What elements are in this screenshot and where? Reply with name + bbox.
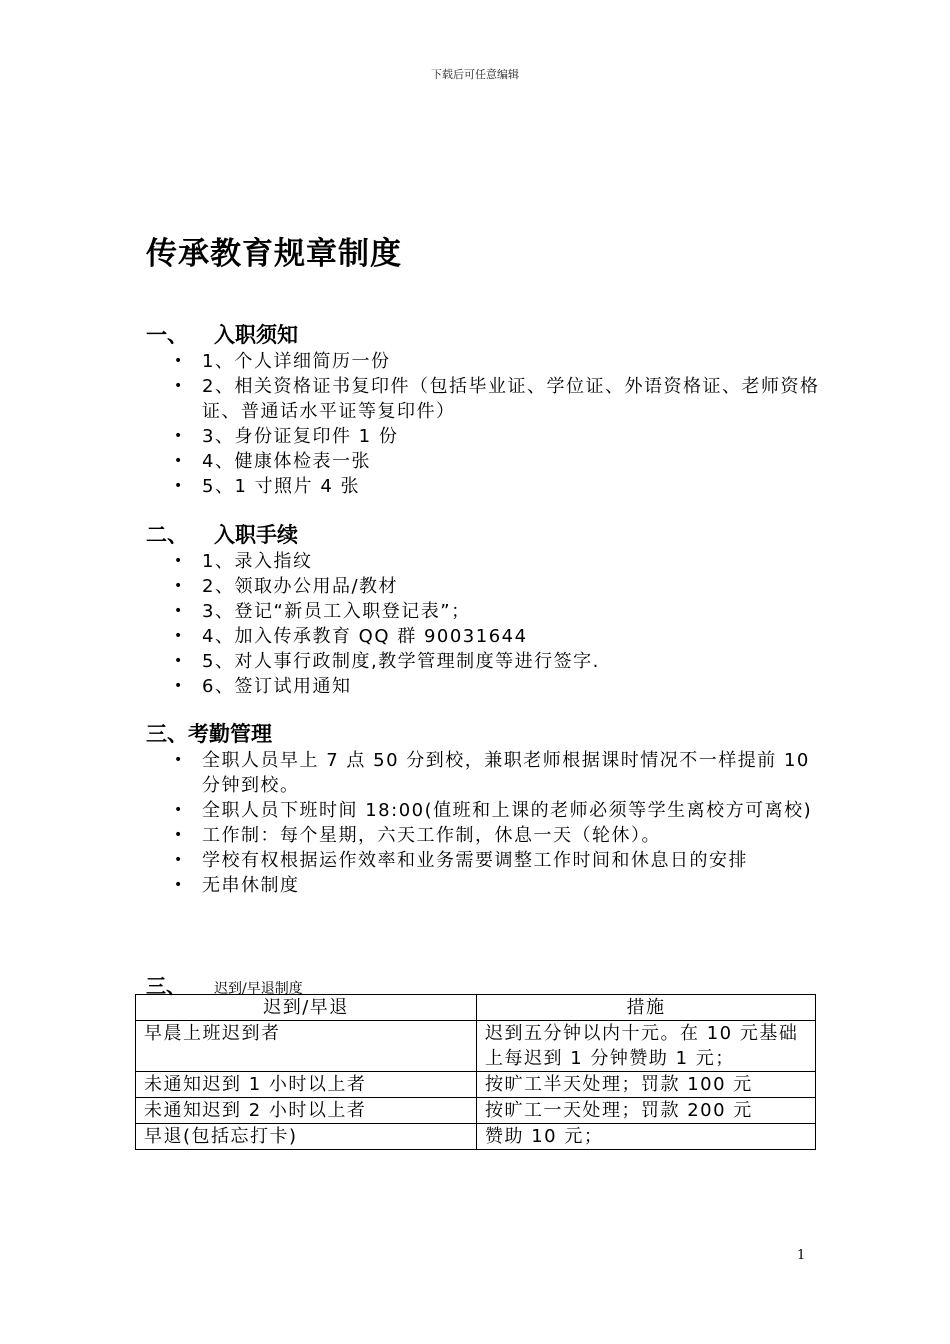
table-row	[136, 1021, 816, 1072]
list-item: • 1、个人详细简历一份	[174, 351, 391, 372]
section-heading	[146, 720, 826, 748]
bullet-icon: •	[174, 603, 184, 619]
bullet-icon: •	[174, 428, 184, 444]
bullet-icon: •	[174, 378, 184, 394]
list-item: • 4、加入传承教育 QQ 群 90031644	[174, 626, 528, 647]
bullet-icon: •	[174, 852, 184, 868]
bullet-icon: •	[174, 752, 184, 768]
column-header: 措施	[477, 995, 816, 1021]
bullet-icon: •	[174, 802, 184, 818]
list-item: • 学校有权根据运作效率和业务需要调整工作时间和休息日的安排	[174, 850, 748, 871]
table-cell: 未通知迟到 2 小时以上者	[136, 1098, 477, 1124]
section-number: 三、	[146, 722, 188, 746]
list-item: • 3、登记“新员工入职登记表”；	[174, 601, 471, 622]
section-onboarding-notice	[146, 321, 826, 499]
table-row	[136, 1098, 816, 1124]
list-item: • 2、相关资格证书复印件（包括毕业证、学位证、外语资格证、老师资格证、普通话水平证等复印件）	[174, 376, 820, 422]
table-cell: 未通知迟到 1 小时以上者	[136, 1072, 477, 1098]
list-item: • 2、领取办公用品/教材	[174, 576, 399, 597]
list-item: • 无串休制度	[174, 875, 300, 896]
section-number: 三、	[146, 974, 186, 998]
table-cell: 早退(包括忘打卡)	[136, 1124, 477, 1150]
section-number: 二、	[146, 523, 188, 547]
bullet-icon: •	[174, 653, 184, 669]
list-item: • 全职人员下班时间 18:00(值班和上课的老师必须等学生离校方可离校)	[174, 800, 813, 821]
list-item: • 3、身份证复印件 1 份	[174, 426, 399, 447]
document-title: 传承教育规章制度	[146, 236, 402, 272]
section-title: 迟到/早退制度	[214, 981, 303, 997]
section-onboarding-procedures	[146, 521, 826, 699]
bullet-icon: •	[174, 678, 184, 694]
section-heading	[146, 521, 826, 549]
table-row	[136, 1124, 816, 1150]
page-header-note: 下载后可任意编辑	[431, 68, 519, 81]
late-policy-table	[135, 994, 816, 1150]
table-cell: 早晨上班迟到者	[136, 1021, 477, 1072]
table-row	[136, 1072, 816, 1098]
list-item: • 5、对人事行政制度,教学管理制度等进行签字.	[174, 651, 600, 672]
list-item: • 6、签订试用通知	[174, 676, 352, 697]
section-list	[146, 349, 826, 499]
section-attendance	[146, 720, 826, 898]
section-number: 一、	[146, 323, 188, 347]
section-heading	[146, 321, 826, 349]
bullet-icon: •	[174, 478, 184, 494]
section-title: 入职须知	[214, 323, 298, 347]
column-header: 迟到/早退	[136, 995, 477, 1021]
bullet-icon: •	[174, 628, 184, 644]
table-cell: 赞助 10 元；	[477, 1124, 816, 1150]
bullet-icon: •	[174, 453, 184, 469]
table-cell: 迟到五分钟以内十元。在 10 元基础上每迟到 1 分钟赞助 1 元；	[477, 1021, 816, 1072]
page-number: 1	[797, 1248, 806, 1263]
list-item: • 5、1 寸照片 4 张	[174, 476, 361, 497]
list-item: • 全职人员早上 7 点 50 分到校，兼职老师根据课时情况不一样提前 10 分钟到校。	[174, 750, 810, 796]
bullet-icon: •	[174, 353, 184, 369]
table-cell: 按旷工一天处理；罚款 200 元	[477, 1098, 816, 1124]
bullet-icon: •	[174, 827, 184, 843]
list-item: • 4、健康体检表一张	[174, 451, 371, 472]
list-item: • 1、录入指纹	[174, 551, 313, 572]
section-list	[146, 549, 826, 699]
table-cell: 按旷工半天处理；罚款 100 元	[477, 1072, 816, 1098]
list-item: • 工作制：每个星期，六天工作制，休息一天（轮休）。	[174, 825, 661, 846]
late-policy-heading	[146, 970, 303, 996]
bullet-icon: •	[174, 578, 184, 594]
section-title: 考勤管理	[188, 722, 272, 746]
table-header-row	[136, 995, 816, 1021]
bullet-icon: •	[174, 877, 184, 893]
section-list	[146, 748, 826, 898]
section-title: 入职手续	[214, 523, 298, 547]
bullet-icon: •	[174, 553, 184, 569]
